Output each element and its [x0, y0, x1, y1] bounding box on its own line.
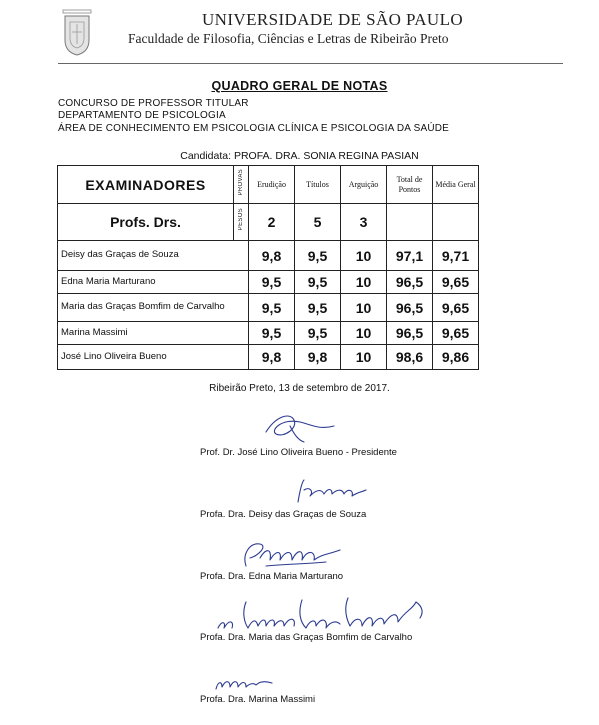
average-cell: 9,65 — [433, 322, 479, 345]
total-cell: 96,5 — [387, 271, 433, 294]
examiner-name: Marina Massimi — [58, 322, 249, 345]
table-weights-row — [58, 204, 479, 241]
contest-line: CONCURSO DE PROFESSOR TITULAR — [58, 98, 249, 109]
signatory-president: Prof. Dr. José Lino Oliveira Bueno - Presidente — [200, 447, 397, 458]
signatory-souza: Profa. Dra. Deisy das Graças de Souza — [200, 509, 367, 520]
signatory-carvalho: Profa. Dra. Maria das Graças Bomfim de Carvalho — [200, 632, 413, 643]
average-cell: 9,65 — [433, 271, 479, 294]
profs-label: Profs. Drs. — [58, 204, 234, 241]
examinadores-label: EXAMINADORES — [58, 166, 234, 204]
signature-massimi — [212, 673, 276, 693]
average-cell: 9,86 — [433, 345, 479, 370]
weight-titulos: 5 — [295, 204, 341, 241]
grade-cell: 9,5 — [295, 322, 341, 345]
pesos-label: PESOS — [238, 208, 244, 231]
grade-cell: 10 — [341, 322, 387, 345]
signature-marturano — [236, 536, 346, 572]
department-line: DEPARTAMENTO DE PSICOLOGIA — [58, 110, 226, 121]
examiner-name: Maria das Graças Bomfim de Carvalho — [58, 294, 249, 322]
col-titulos: Títulos — [295, 166, 341, 204]
signature-president — [260, 408, 340, 444]
col-erudicao: Erudição — [249, 166, 295, 204]
examiner-name: José Lino Oliveira Bueno — [58, 345, 249, 370]
table-row — [58, 345, 479, 370]
col-total: Total de Pontos — [387, 166, 433, 204]
signatory-massimi: Profa. Dra. Marina Massimi — [200, 694, 316, 705]
table-row — [58, 322, 479, 345]
grades-table — [57, 165, 479, 370]
area-line: ÁREA DE CONHECIMENTO EM PSICOLOGIA CLÍNICA E PSICOLOGIA DA SAÚDE — [58, 123, 450, 134]
average-cell: 9,71 — [433, 241, 479, 271]
signatory-marturano: Profa. Dra. Edna Maria Marturano — [200, 571, 344, 582]
total-cell: 98,6 — [387, 345, 433, 370]
grade-cell: 10 — [341, 241, 387, 271]
candidate-line: Candidata: PROFA. DRA. SONIA REGINA PASIAN — [180, 150, 419, 162]
university-crest-logo — [62, 8, 92, 56]
grade-cell: 9,5 — [295, 294, 341, 322]
grade-cell: 9,5 — [249, 294, 295, 322]
grade-cell: 10 — [341, 271, 387, 294]
grade-cell: 10 — [341, 294, 387, 322]
total-cell: 96,5 — [387, 322, 433, 345]
table-row — [58, 294, 479, 322]
examiner-name: Edna Maria Marturano — [58, 271, 249, 294]
weight-arguicao: 3 — [341, 204, 387, 241]
grade-cell: 9,8 — [249, 345, 295, 370]
signature-carvalho — [212, 592, 437, 636]
grade-cell: 9,5 — [249, 322, 295, 345]
header-divider — [58, 63, 563, 64]
average-cell: 9,65 — [433, 294, 479, 322]
grade-cell: 9,5 — [295, 241, 341, 271]
grade-cell: 10 — [341, 345, 387, 370]
col-arguicao: Arguição — [341, 166, 387, 204]
university-name: UNIVERSIDADE DE SÃO PAULO — [202, 10, 464, 29]
weight-erudicao: 2 — [249, 204, 295, 241]
examiner-name: Deisy das Graças de Souza — [58, 241, 249, 271]
provas-label: PROVAS — [238, 168, 244, 196]
col-media: Média Geral — [433, 166, 479, 204]
faculty-name: Faculdade de Filosofia, Ciências e Letras de Ribeirão Preto — [128, 31, 449, 46]
table-row — [58, 271, 479, 294]
total-cell: 96,5 — [387, 294, 433, 322]
document-title: QUADRO GERAL DE NOTAS — [211, 79, 388, 93]
grade-cell: 9,5 — [249, 271, 295, 294]
date-line: Ribeirão Preto, 13 de setembro de 2017. — [209, 383, 390, 394]
grade-cell: 9,8 — [249, 241, 295, 271]
table-header-row — [58, 166, 479, 204]
table-row — [58, 241, 479, 271]
grade-cell: 9,5 — [295, 271, 341, 294]
total-cell: 97,1 — [387, 241, 433, 271]
grade-cell: 9,8 — [295, 345, 341, 370]
signature-souza — [292, 476, 372, 506]
